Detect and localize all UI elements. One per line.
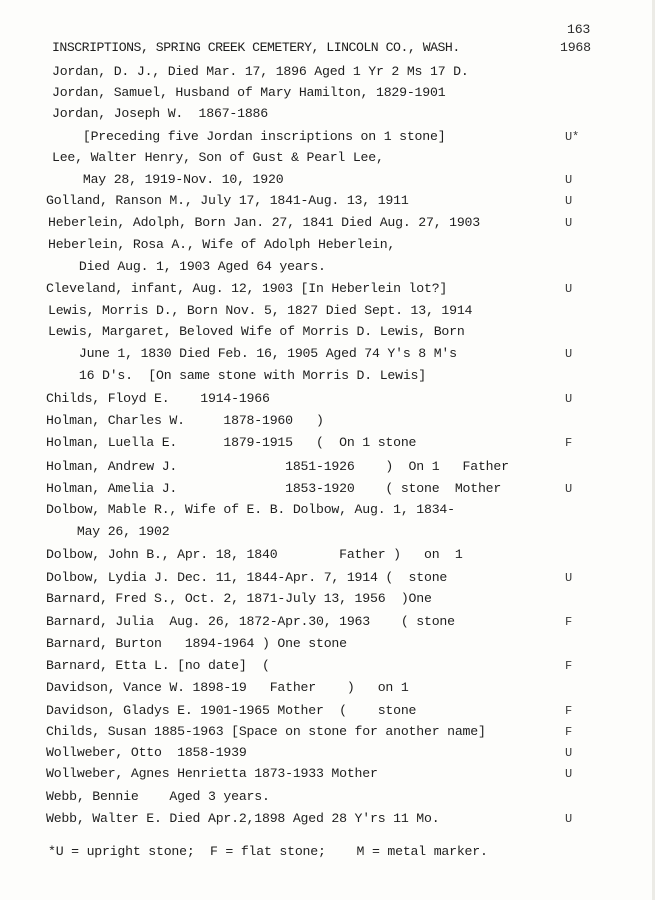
inscription-line: Dolbow, Mable R., Wife of E. B. Dolbow, Aug. 1, 1834- xyxy=(46,502,455,517)
stone-type-code: U xyxy=(565,482,573,496)
stone-type-code: U xyxy=(565,347,573,361)
inscription-line: June 1, 1830 Died Feb. 16, 1905 Aged 74 Y's 8 M's xyxy=(48,346,457,361)
stone-type-code: U xyxy=(565,746,573,760)
stone-type-code: F xyxy=(565,725,573,739)
stone-type-code: U xyxy=(565,767,573,781)
inscription-line: Barnard, Julia Aug. 26, 1872-Apr.30, 1963 ( stone xyxy=(46,614,455,629)
stone-type-code: U* xyxy=(565,130,580,144)
stone-type-code: F xyxy=(565,615,573,629)
inscription-line: Davidson, Gladys E. 1901-1965 Mother ( stone xyxy=(46,703,417,718)
inscription-line: Jordan, Samuel, Husband of Mary Hamilton, 1829-1901 xyxy=(52,85,446,100)
stone-type-code: F xyxy=(565,704,573,718)
inscription-line: Barnard, Burton 1894-1964 ) One stone xyxy=(46,636,347,651)
inscription-line: Barnard, Etta L. [no date] ( xyxy=(46,658,270,673)
stone-type-code: U xyxy=(565,282,573,296)
stone-type-code: F xyxy=(565,659,573,673)
stone-type-code: U xyxy=(565,392,573,406)
inscription-line: Wollweber, Otto 1858-1939 xyxy=(46,745,247,760)
page-number: 163 xyxy=(567,22,591,37)
inscription-line: Jordan, D. J., Died Mar. 17, 1896 Aged 1 Yr 2 Ms 17 D. xyxy=(52,64,469,79)
inscription-line: [Preceding five Jordan inscriptions on 1 stone] xyxy=(52,129,446,144)
footnote-legend: *U = upright stone; F = flat stone; M = metal marker. xyxy=(48,844,488,859)
inscription-line: Wollweber, Agnes Henrietta 1873-1933 Mother xyxy=(46,766,378,781)
inscription-line: Jordan, Joseph W. 1867-1886 xyxy=(52,106,268,121)
inscription-line: Webb, Bennie Aged 3 years. xyxy=(46,789,270,804)
inscription-line: Lee, Walter Henry, Son of Gust & Pearl Lee, xyxy=(52,150,384,165)
inscription-line: Cleveland, infant, Aug. 12, 1903 [In Heberlein lot?] xyxy=(46,281,448,296)
stone-type-code: U xyxy=(565,571,573,585)
inscription-line: Dolbow, John B., Apr. 18, 1840 Father ) on 1 xyxy=(46,547,463,562)
stone-type-code: U xyxy=(565,173,573,187)
inscription-line: 16 D's. [On same stone with Morris D. Lewis] xyxy=(48,368,426,383)
document-year: 1968 xyxy=(560,40,591,55)
inscription-line: Childs, Floyd E. 1914-1966 xyxy=(46,391,270,406)
inscription-line: Died Aug. 1, 1903 Aged 64 years. xyxy=(48,259,326,274)
inscription-line: Lewis, Morris D., Born Nov. 5, 1827 Died Sept. 13, 1914 xyxy=(48,303,473,318)
inscription-line: May 26, 1902 xyxy=(46,524,170,539)
stone-type-code: U xyxy=(565,194,573,208)
stone-type-code: F xyxy=(565,436,573,450)
inscription-line: Holman, Luella E. 1879-1915 ( On 1 stone xyxy=(46,435,417,450)
document-title: INSCRIPTIONS, SPRING CREEK CEMETERY, LINCOLN CO., WASH. xyxy=(52,40,460,55)
inscription-line: Barnard, Fred S., Oct. 2, 1871-July 13, 1956 )One xyxy=(46,591,432,606)
inscription-line: Heberlein, Rosa A., Wife of Adolph Heberlein, xyxy=(48,237,396,252)
inscription-line: Holman, Amelia J. 1853-1920 ( stone Mother xyxy=(46,481,502,496)
inscription-line: Lewis, Margaret, Beloved Wife of Morris D. Lewis, Born xyxy=(48,324,465,339)
inscription-line: Heberlein, Adolph, Born Jan. 27, 1841 Died Aug. 27, 1903 xyxy=(48,215,480,230)
inscription-line: Childs, Susan 1885-1963 [Space on stone for another name] xyxy=(46,724,486,739)
inscription-line: Webb, Walter E. Died Apr.2,1898 Aged 28 Y'rs 11 Mo. xyxy=(46,811,440,826)
stone-type-code: U xyxy=(565,812,573,826)
inscription-line: Davidson, Vance W. 1898-19 Father ) on 1 xyxy=(46,680,409,695)
inscription-line: Holman, Andrew J. 1851-1926 ) On 1 Father xyxy=(46,459,509,474)
inscription-line: Dolbow, Lydia J. Dec. 11, 1844-Apr. 7, 1914 ( stone xyxy=(46,570,448,585)
inscription-line: Golland, Ranson M., July 17, 1841-Aug. 13, 1911 xyxy=(46,193,409,208)
stone-type-code: U xyxy=(565,216,573,230)
inscription-line: Holman, Charles W. 1878-1960 ) xyxy=(46,413,324,428)
inscription-line: May 28, 1919-Nov. 10, 1920 xyxy=(52,172,284,187)
